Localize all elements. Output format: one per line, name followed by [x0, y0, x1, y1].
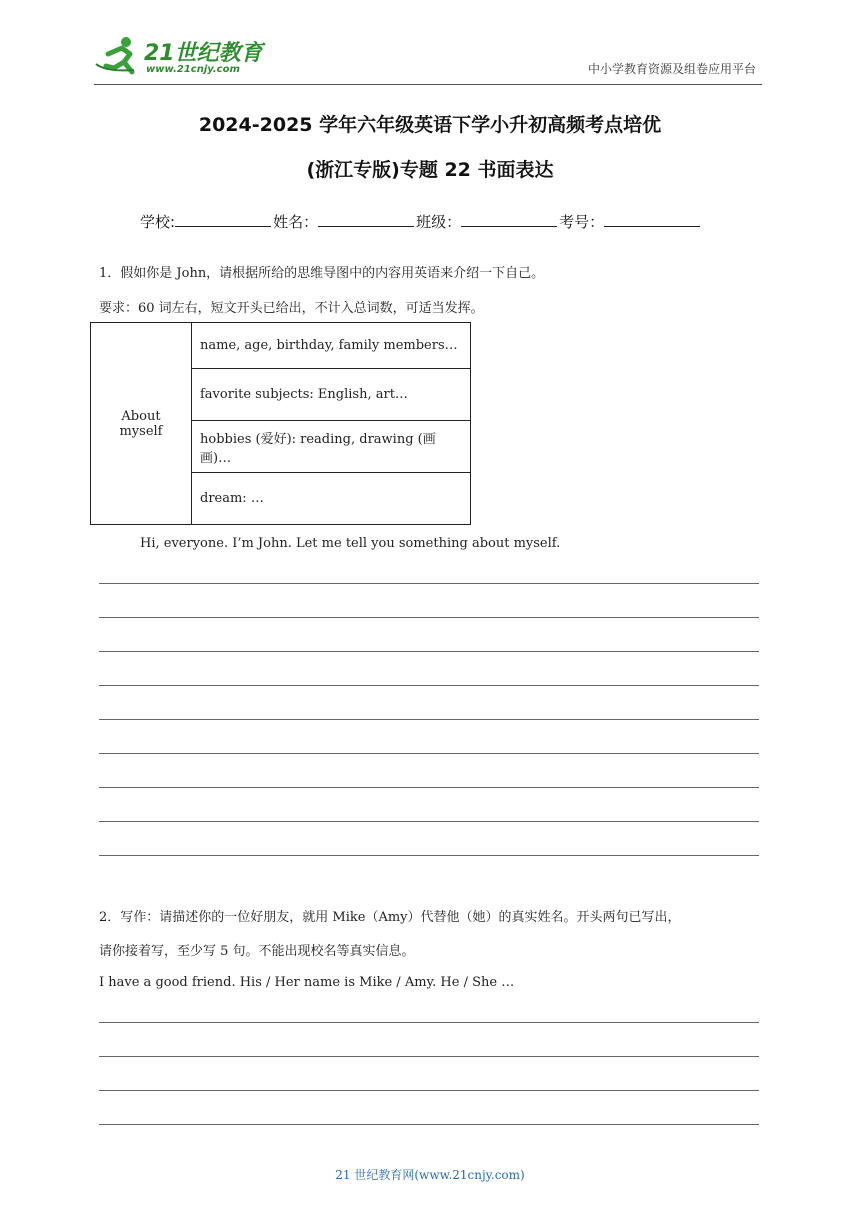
writing-line[interactable] — [99, 1090, 759, 1091]
writing-line[interactable] — [99, 855, 759, 856]
q1-start-sentence: Hi, everyone. I’m John. Let me tell you something about myself. — [140, 536, 561, 551]
logo-text: 21世纪教育 — [144, 41, 263, 66]
mindmap-branch: name, age, birthday, family members… — [192, 323, 471, 369]
q1-prompt: 1．假如你是 John，请根据所给的思维导图中的内容用英语来介绍一下自己。 — [99, 266, 545, 281]
writing-line[interactable] — [99, 753, 759, 754]
mindmap-branch: hobbies (爱好): reading, drawing (画画)… — [192, 421, 471, 473]
q2-prompt-line1: 2．写作：请描述你的一位好朋友，就用 Mike（Amy）代替他（她）的真实姓名。开头两句已写出， — [99, 910, 681, 925]
writing-line[interactable] — [99, 787, 759, 788]
logo-url: www.21cnjy.com — [146, 64, 240, 75]
mindmap-root: About myself — [91, 323, 192, 525]
mindmap-branch: dream: … — [192, 473, 471, 525]
school-field[interactable] — [175, 212, 271, 227]
writing-line[interactable] — [99, 821, 759, 822]
mindmap-table — [90, 322, 471, 525]
exam-number-field[interactable] — [604, 212, 700, 227]
header-divider — [94, 84, 762, 85]
writing-line[interactable] — [99, 719, 759, 720]
name-field[interactable] — [318, 212, 414, 227]
page-title: 2024-2025 学年六年级英语下学小升初高频考点培优 — [198, 114, 662, 136]
q1-requirement: 要求：60 词左右，短文开头已给出，不计入总词数，可适当发挥。 — [99, 301, 484, 316]
class-field[interactable] — [461, 212, 557, 227]
class-label: 班级： — [416, 213, 462, 231]
mindmap-branch: favorite subjects: English, art… — [192, 369, 471, 421]
writing-line[interactable] — [99, 1022, 759, 1023]
writing-line[interactable] — [99, 685, 759, 686]
writing-line[interactable] — [99, 651, 759, 652]
exam-number-label: 考号： — [559, 213, 605, 231]
school-label: 学校: — [140, 213, 176, 231]
writing-line[interactable] — [99, 1124, 759, 1125]
platform-name: 中小学教育资源及组卷应用平台 — [587, 62, 756, 76]
q2-prompt-line2: 请你接着写，至少写 5 句。不能出现校名等真实信息。 — [99, 944, 415, 959]
student-info-row — [140, 211, 702, 232]
page-subtitle: (浙江专版)专题 22 书面表达 — [306, 159, 554, 181]
q2-start-sentence: I have a good friend. His / Her name is Mike / Amy. He / She … — [99, 975, 515, 990]
writing-line[interactable] — [99, 617, 759, 618]
writing-line[interactable] — [99, 1056, 759, 1057]
writing-line[interactable] — [99, 583, 759, 584]
name-label: 姓名： — [273, 213, 319, 231]
page-footer[interactable]: 21 世纪教育网(www.21cnjy.com) — [335, 1168, 525, 1182]
